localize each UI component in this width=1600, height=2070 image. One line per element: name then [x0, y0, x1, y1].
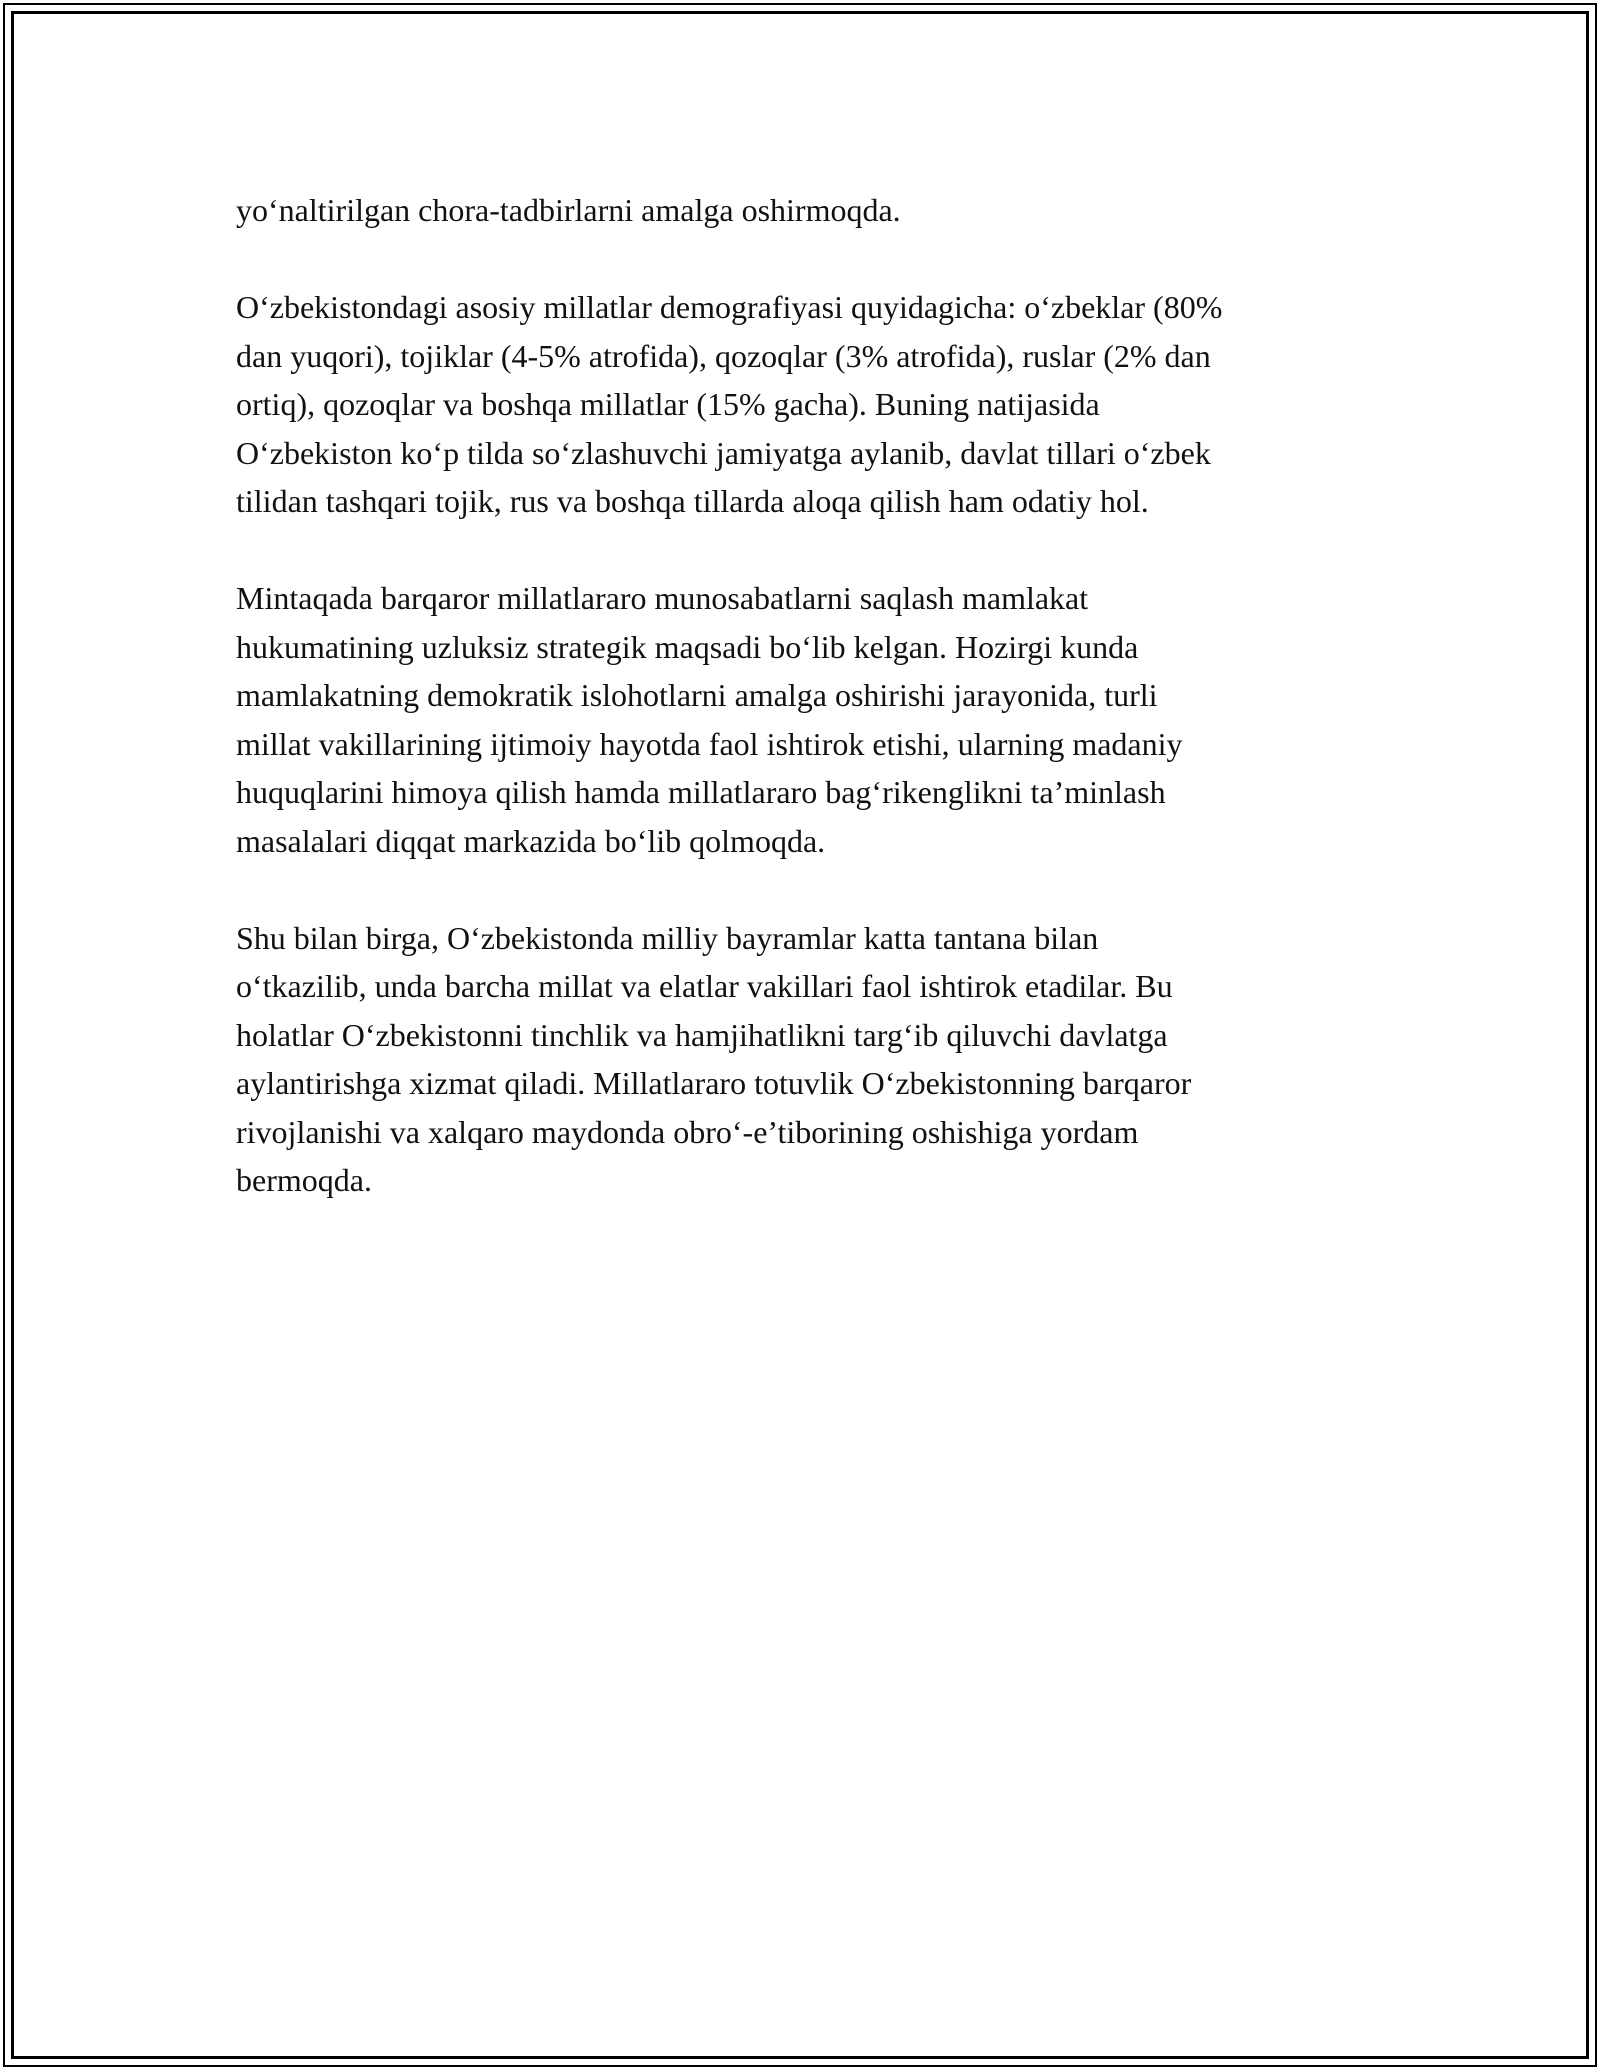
- text-line: rivojlanishi va xalqaro maydonda obro‘-e’tiborining oshishiga yordam: [236, 1113, 1139, 1150]
- document-body: [236, 186, 1376, 1253]
- text-line: mamlakatning demokratik islohotlarni amalga oshirishi jarayonida, turli: [236, 677, 1158, 713]
- text-line: ortiq), qozoqlar va boshqa millatlar (15% gacha). Buning natijasida: [236, 386, 1100, 422]
- text-line: millat vakillarining ijtimoiy hayotda faol ishtirok etishi, ularning madaniy: [236, 725, 1183, 762]
- text-line: O‘zbekistondagi asosiy millatlar demografiyasi quyidagicha: o‘zbeklar (80%: [236, 289, 1223, 325]
- text-line: Shu bilan birga, O‘zbekistonda milliy bayramlar katta tantana bilan: [236, 919, 1099, 956]
- text-line: O‘zbekiston ko‘p tilda so‘zlashuvchi jamiyatga aylanib, davlat tillari o‘zbek: [236, 434, 1211, 471]
- text-line: yo‘naltirilgan chora-tadbirlarni amalga oshirmoqda.: [236, 192, 901, 228]
- text-line: o‘tkazilib, unda barcha millat va elatlar vakillari faol ishtirok etadilar. Bu: [236, 968, 1173, 1004]
- paragraph-continuation: [236, 186, 1376, 235]
- text-line: dan yuqori), tojiklar (4-5% atrofida), qozoqlar (3% atrofida), ruslar (2% dan: [236, 337, 1211, 374]
- text-line: tilidan tashqari tojik, rus va boshqa tillarda aloqa qilish ham odatiy hol.: [236, 483, 1149, 519]
- text-line: bermoqda.: [236, 1162, 372, 1198]
- paragraph-interethnic-relations: [236, 574, 1376, 865]
- text-line: aylantirishga xizmat qiladi. Millatlararo totuvlik O‘zbekistonning barqaror: [236, 1065, 1192, 1101]
- text-line: hukumatining uzluksiz strategik maqsadi bo‘lib kelgan. Hozirgi kunda: [236, 628, 1139, 665]
- paragraph-national-holidays: [236, 914, 1376, 1205]
- text-line: masalalari diqqat markazida bo‘lib qolmoqda.: [236, 822, 826, 859]
- text-line: huquqlarini himoya qilish hamda millatlararo bag‘rikenglikni ta’minlash: [236, 774, 1166, 810]
- paragraph-demographics: [236, 283, 1376, 526]
- text-line: Mintaqada barqaror millatlararo munosabatlarni saqlash mamlakat: [236, 580, 1089, 616]
- text-line: holatlar O‘zbekistonni tinchlik va hamjihatlikni targ‘ib qiluvchi davlatga: [236, 1016, 1168, 1053]
